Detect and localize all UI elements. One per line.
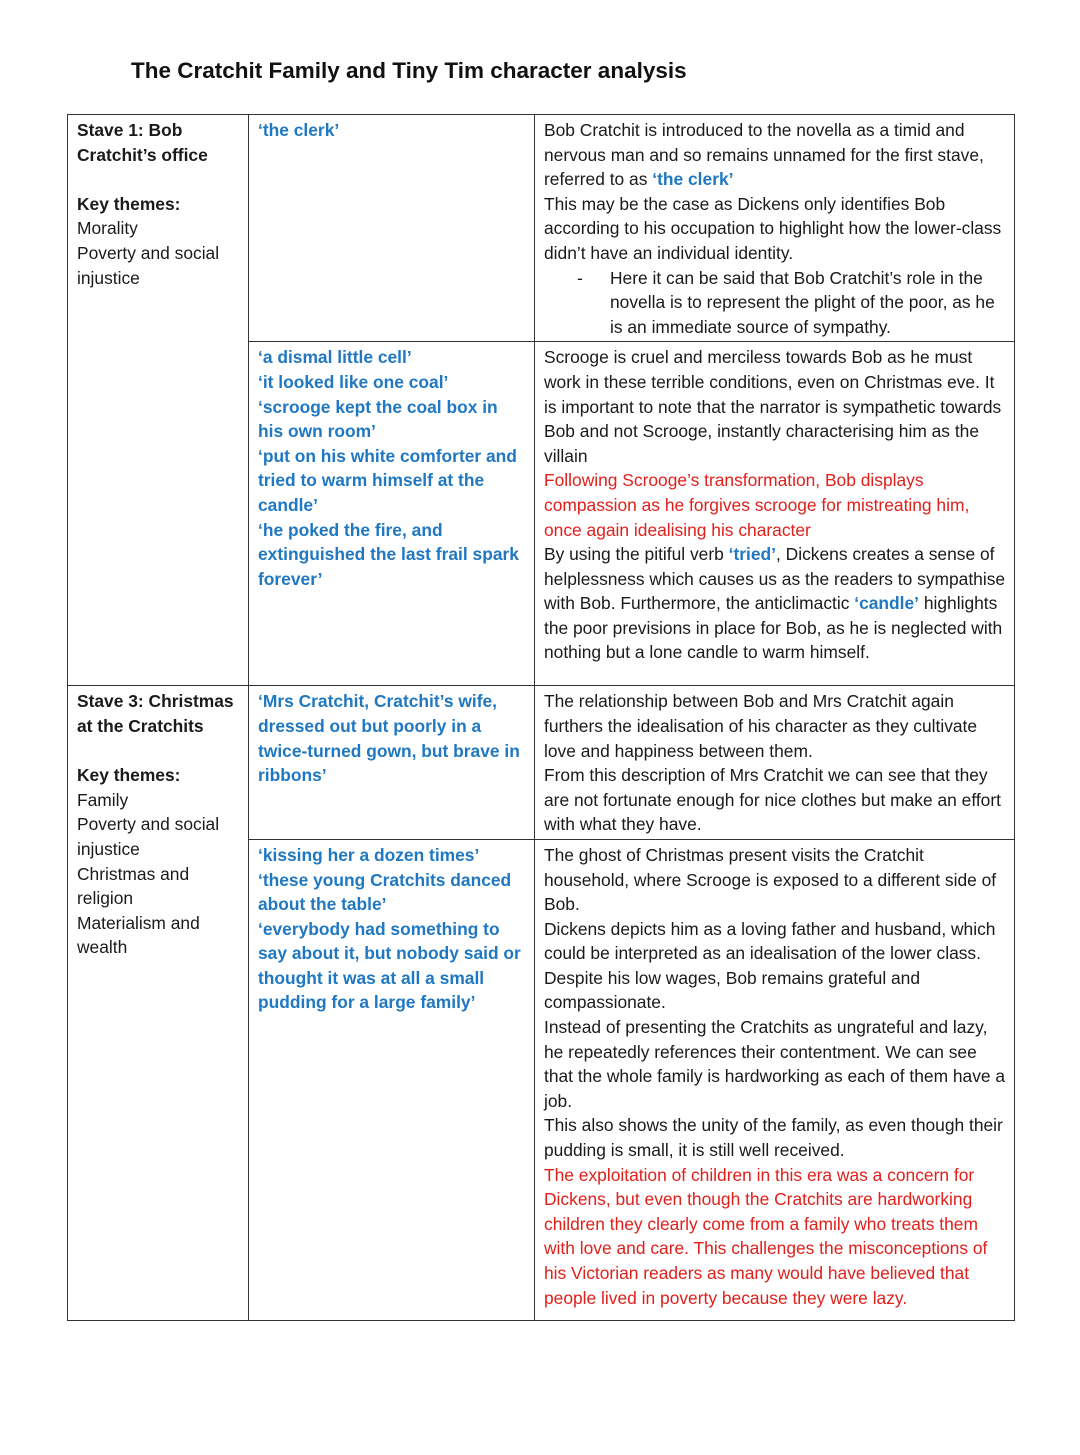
quotes-cell: [249, 686, 535, 840]
stave-heading: Cratchit’s office: [77, 144, 208, 165]
quote: ‘scrooge kept the coal box in his own room’: [258, 396, 498, 442]
analysis-cell: [535, 115, 1015, 342]
analysis-table: [67, 114, 1015, 1321]
analysis-paragraph: Scrooge is cruel and merciless towards Bob as he must work in these terrible conditions, even on Christmas eve. It is important to note that the narrator is sympathetic towards Bob and not Scrooge, instantly characterising him as the villain: [544, 347, 1002, 466]
analysis-text: highlights the poor previsions in place for Bob, as he is neglected with nothing but a lone candle to warm himself.: [544, 593, 1003, 663]
quote: ‘it looked like one coal’: [258, 371, 449, 392]
table-row: [68, 686, 1015, 840]
theme-item: religion: [77, 888, 134, 909]
quote: ‘a dismal little cell’: [258, 347, 412, 368]
quotes-cell: [249, 342, 535, 686]
analysis-paragraph: Dickens depicts him as a loving father and husband, which could be interpreted as an idealisation of the lower class. Despite his low wages, Bob remains grateful and compassionate.: [544, 918, 996, 1013]
analysis-paragraph-red: Following Scrooge’s transformation, Bob displays compassion as he forgives scrooge for mistreating him, once again idealising his character: [544, 470, 970, 540]
analysis-paragraph: This may be the case as Dickens only identifies Bob according to his occupation to highlight how the lower-class didn’t have an individual identity.: [544, 193, 1002, 263]
quotes-cell: [249, 115, 535, 342]
dash-bullet: -: [577, 267, 583, 288]
stave-heading: Stave 1: Bob: [77, 120, 183, 140]
analysis-paragraph-red: The exploitation of children in this era was a concern for Dickens, but even though the Cratchits are hardworking children they clearly come from a family who treats them with love and care. This challenges the misconceptions of his Victorian readers as many would have believed that people lived in poverty because they were lazy.: [544, 1164, 988, 1308]
bullet-text: Here it can be said that Bob Cratchit’s role in the novella is to represent the plight of the poor, as he is an immediate source of sympathy.: [610, 267, 995, 337]
analysis-paragraph: This also shows the unity of the family, as even though their pudding is small, it is still well received.: [544, 1115, 1003, 1161]
quote: ‘the clerk’: [258, 120, 340, 140]
quote: ‘he poked the fire, and extinguished the last frail spark forever’: [258, 519, 519, 589]
stave-1-cell: [68, 115, 249, 686]
quote: ‘put on his white comforter and tried to warm himself at the candle’: [258, 445, 517, 515]
analysis-text: By using the pitiful verb: [544, 544, 729, 565]
table-row: [68, 115, 1015, 342]
analysis-paragraph: Instead of presenting the Cratchits as ungrateful and lazy, he repeatedly references their contentment. We can see that the whole family is hardworking as each of them have a job.: [544, 1017, 1006, 1111]
inline-quote: ‘tried’: [728, 544, 776, 565]
analysis-paragraph: [544, 118, 1006, 192]
page-title: The Cratchit Family and Tiny Tim character analysis: [131, 58, 687, 83]
analysis-cell: [535, 342, 1015, 686]
theme-item: Christmas and: [77, 863, 190, 884]
quote: ‘these young Cratchits danced about the table’: [258, 869, 512, 915]
inline-quote: ‘the clerk’: [652, 169, 734, 190]
key-themes-label: Key themes:: [77, 765, 181, 786]
analysis-text: , Dickens creates a sense of helplessness which causes us as the readers to sympathise with Bob. Furthermore, the anticlimactic: [544, 544, 1006, 614]
analysis-paragraph: From this description of Mrs Cratchit we can see that they are not fortunate enough for nice clothes but make an effort with what they have.: [544, 765, 1001, 835]
theme-item: wealth: [77, 937, 128, 958]
inline-quote: ‘candle’: [854, 593, 920, 614]
stave-3-cell: [68, 686, 249, 1321]
analysis-text: Bob Cratchit is introduced to the novella as a timid and nervous man and so remains unnamed for the first stave, referred to as: [544, 120, 984, 190]
theme-item: Family: [77, 789, 129, 810]
theme-item: Morality: [77, 218, 138, 239]
analysis-paragraph: The relationship between Bob and Mrs Cratchit again furthers the idealisation of his character as they cultivate love and happiness between them.: [544, 691, 978, 761]
quotes-cell: [249, 839, 535, 1320]
theme-item: Poverty and social: [77, 242, 220, 263]
theme-item: Materialism and: [77, 912, 200, 933]
bullet-point: [544, 266, 1006, 340]
stave-heading: Stave 3: Christmas: [77, 691, 234, 712]
quote: ‘kissing her a dozen times’: [258, 844, 480, 865]
analysis-cell: [535, 686, 1015, 840]
quote: ‘everybody had something to say about it, but nobody said or thought it was at all a small pudding for a large family’: [258, 918, 521, 1013]
analysis-paragraph: The ghost of Christmas present visits the Cratchit household, where Scrooge is exposed to a different side of Bob.: [544, 844, 997, 915]
stave-heading: at the Cratchits: [77, 715, 204, 736]
quote: ‘Mrs Cratchit, Cratchit’s wife, dressed out but poorly in a twice-turned gown, but brave in ribbons’: [258, 691, 520, 786]
theme-item: injustice: [77, 267, 140, 288]
analysis-cell: [535, 839, 1015, 1320]
theme-item: Poverty and social: [77, 814, 220, 835]
theme-item: injustice: [77, 838, 140, 859]
key-themes-label: Key themes:: [77, 193, 181, 214]
analysis-paragraph: [544, 542, 1006, 665]
